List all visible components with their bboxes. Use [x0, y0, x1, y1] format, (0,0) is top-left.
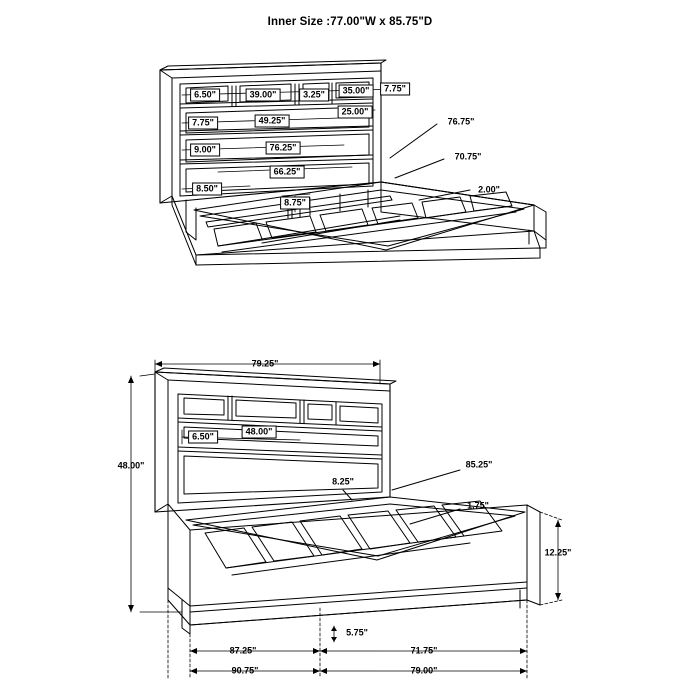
- dimension-label: 85.25": [465, 459, 493, 470]
- dimension-label: 8.25": [332, 476, 354, 487]
- dimension-label: 6.50": [190, 89, 220, 102]
- dimension-label: 25.00": [338, 106, 373, 119]
- dimension-label: 7.75": [188, 117, 218, 130]
- dimension-label: 5.75": [346, 627, 368, 638]
- dimension-label: 3.25": [299, 89, 329, 102]
- dimension-label: 9.00": [190, 144, 220, 157]
- dimension-label: 76.75": [447, 116, 475, 127]
- dimension-label: 8.75": [280, 197, 310, 210]
- dimension-label: 71.75": [410, 645, 438, 656]
- dimension-label: 12.25": [544, 547, 572, 558]
- dimension-label: 49.25": [255, 115, 290, 128]
- dimension-label: 48.00": [117, 460, 145, 471]
- dimension-label: 76.25": [266, 142, 301, 155]
- dimension-label: 1.75": [467, 500, 489, 511]
- dimension-label: 79.25": [251, 358, 279, 369]
- dimension-label: 6.50": [188, 431, 218, 444]
- dimension-label: 7.75": [380, 83, 410, 96]
- dimension-label: 48.00": [242, 426, 277, 439]
- dimension-label: 8.50": [192, 183, 222, 196]
- dimension-label: 79.00": [410, 665, 438, 676]
- dimension-label: 39.00": [246, 89, 281, 102]
- dimension-label: 35.00": [339, 85, 374, 98]
- dimension-label: 66.25": [270, 166, 305, 179]
- page-title: Inner Size :77.00"W x 85.75"D: [267, 16, 433, 28]
- dimension-label: 70.75": [454, 151, 482, 162]
- dimension-label: 87.25": [229, 645, 257, 656]
- dimension-label: 2.00": [478, 184, 500, 195]
- dimension-label: 90.75": [231, 665, 259, 676]
